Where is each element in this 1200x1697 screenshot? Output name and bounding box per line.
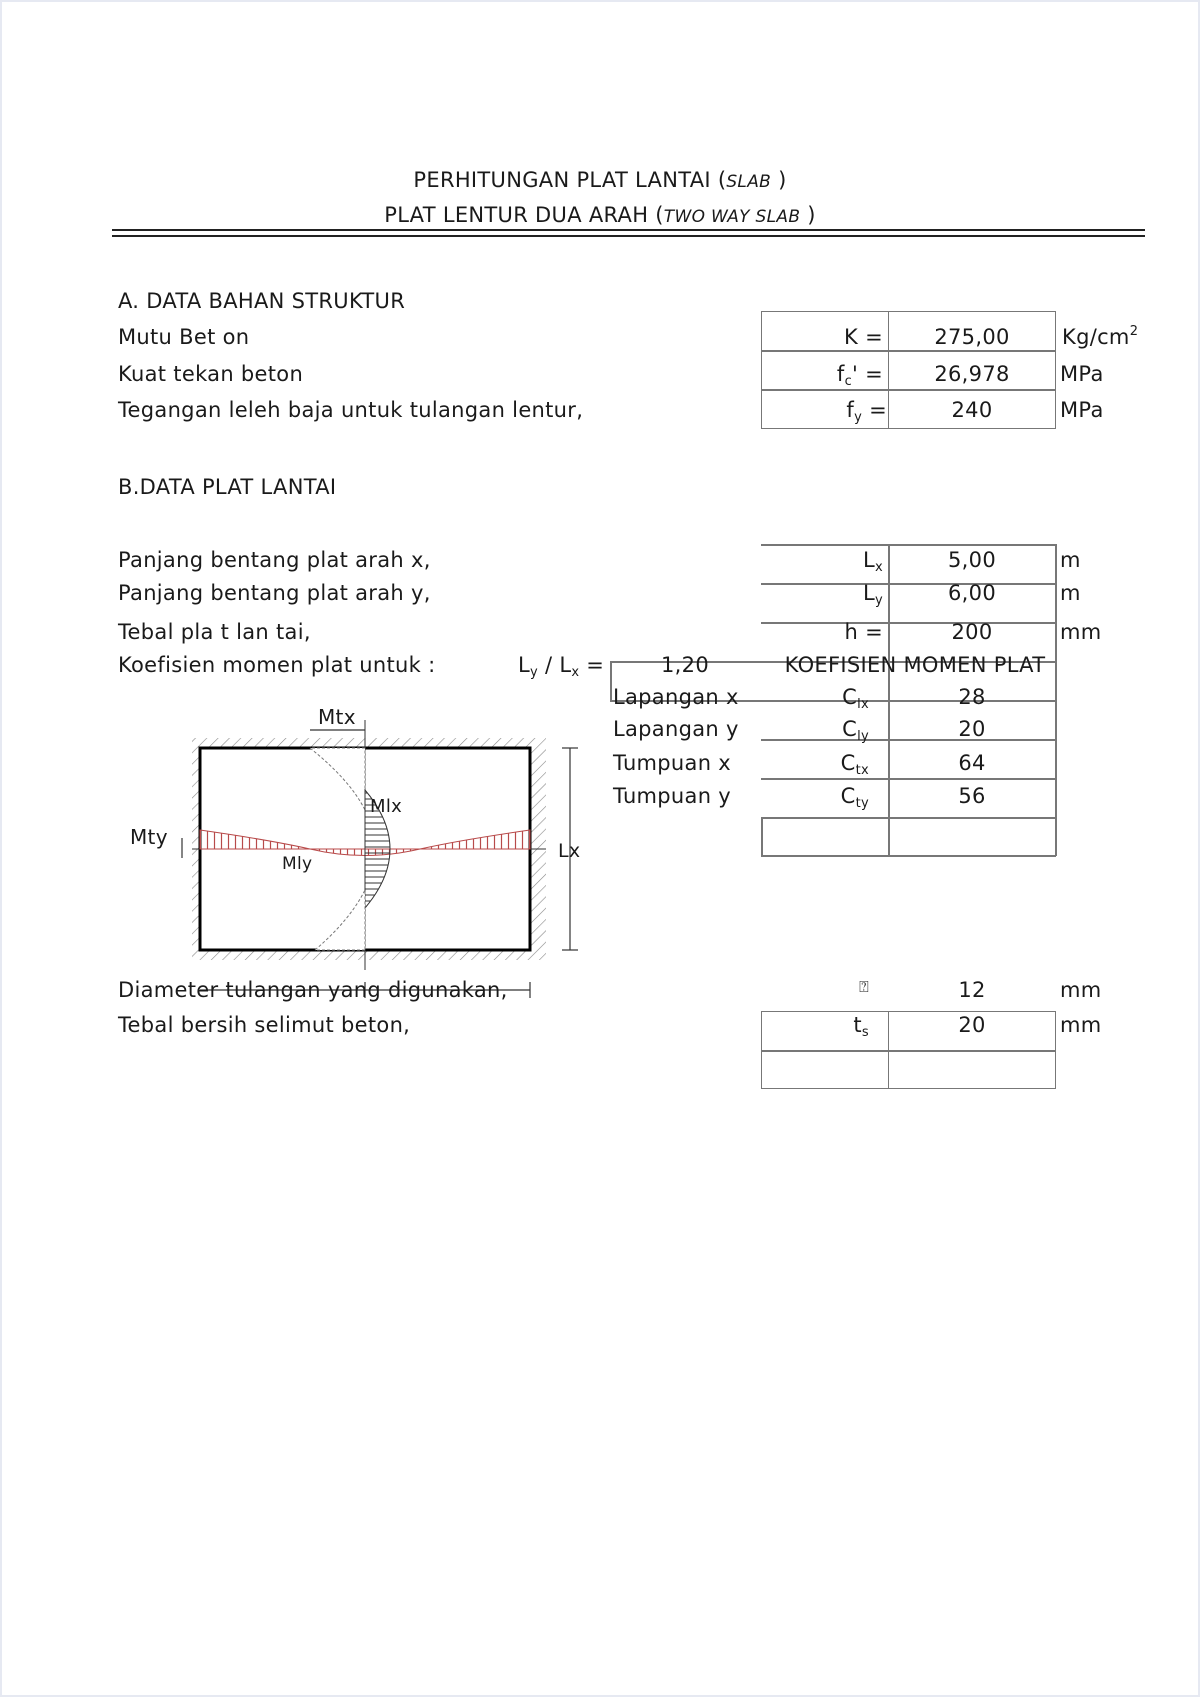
ly-label: Panjang bentang plat arah y, <box>118 581 431 605</box>
mly-diagram-label: Mly <box>282 854 313 874</box>
title-rule-top <box>112 229 1145 231</box>
lx-label: Panjang bentang plat arah x, <box>118 548 431 572</box>
mtx-diagram-label: Mtx <box>318 705 356 729</box>
clx-symbol: $C_{lx}$ <box>842 685 869 712</box>
koefisien-label: Koefisien momen plat untuk : <box>118 653 436 677</box>
mutu-beton-unit: $Kg/cm^2$ <box>1062 324 1139 349</box>
fy-symbol: $f_y$ = <box>846 398 887 425</box>
title-rule-bottom <box>112 235 1145 237</box>
table-c-divider <box>761 1050 1056 1052</box>
tebal-plat-label: Tebal pla t lan tai, <box>118 620 311 644</box>
document-title-line-1: PERHITUNGAN PLAT LANTAI (SLAB ) <box>413 168 787 192</box>
diameter-label: Diameter tulangan yang digunakan, <box>118 978 508 1002</box>
diameter-unit: mm <box>1060 978 1102 1002</box>
lx-diagram-label: Lx <box>558 840 581 862</box>
fc-value: 26,978 <box>934 362 1010 386</box>
ratio-value: 1,20 <box>661 653 709 677</box>
tumpuan-y-label: Tumpuan y <box>613 784 732 808</box>
cty-value: 56 <box>958 784 986 808</box>
lx-value: 5,00 <box>948 548 996 572</box>
section-b-heading: B.DATA PLAT LANTAI <box>118 475 337 499</box>
ly-symbol: $L_y$ <box>863 581 883 608</box>
fy-value: 240 <box>951 398 993 422</box>
koefisien-header: KOEFISIEN MOMEN PLAT <box>784 653 1046 677</box>
lx-unit: m <box>1060 548 1081 572</box>
section-a-heading: A. DATA BAHAN STRUKTUR <box>118 289 406 313</box>
ts-symbol: $t_s$ <box>853 1013 869 1040</box>
mutu-beton-symbol: K = <box>844 325 883 349</box>
ly-value: 6,00 <box>948 581 996 605</box>
h-value: 200 <box>951 620 993 644</box>
clx-value: 28 <box>958 685 986 709</box>
ts-value: 20 <box>958 1013 986 1037</box>
ctx-symbol: $C_{tx}$ <box>840 751 869 778</box>
fy-unit: MPa <box>1060 398 1104 422</box>
tegangan-leleh-label: Tegangan leleh baja untuk tulangan lentur, <box>118 398 584 422</box>
lapangan-x-label: Lapangan x <box>613 685 739 709</box>
ly-unit: m <box>1060 581 1081 605</box>
mlx-diagram-label: Mlx <box>370 796 403 817</box>
table-b-vline <box>761 817 763 856</box>
cly-value: 20 <box>958 717 986 741</box>
mty-diagram-label: Mty <box>130 825 168 849</box>
h-unit: mm <box>1060 620 1102 644</box>
kuat-tekan-label: Kuat tekan beton <box>118 362 304 386</box>
mutu-beton-label: Mutu Bet on <box>118 325 250 349</box>
fc-symbol: $f_c'$ = <box>836 362 883 389</box>
fc-unit: MPa <box>1060 362 1104 386</box>
ctx-value: 64 <box>958 751 986 775</box>
diameter-symbol: ⍰ <box>859 977 869 996</box>
ts-unit: mm <box>1060 1013 1102 1037</box>
ratio-label: $L_y / L_x$ = <box>518 653 605 680</box>
lapangan-y-label: Lapangan y <box>613 717 739 741</box>
table-a-divider <box>761 350 1056 352</box>
cty-symbol: $C_{ty}$ <box>840 784 869 811</box>
selimut-label: Tebal bersih selimut beton, <box>118 1013 411 1037</box>
lx-symbol: $L_x$ <box>863 548 883 575</box>
diameter-value: 12 <box>958 978 986 1002</box>
table-b-divider <box>761 544 1056 546</box>
slab-moment-diagram <box>120 700 610 1000</box>
cly-symbol: $C_{ly}$ <box>842 717 869 744</box>
table-b-divider <box>761 817 1056 819</box>
table-b-divider <box>761 855 1056 857</box>
mutu-beton-value: 275,00 <box>934 325 1010 349</box>
tumpuan-x-label: Tumpuan x <box>613 751 732 775</box>
h-symbol: h = <box>844 620 883 644</box>
document-title-line-2: PLAT LENTUR DUA ARAH (TWO WAY SLAB ) <box>384 203 816 227</box>
